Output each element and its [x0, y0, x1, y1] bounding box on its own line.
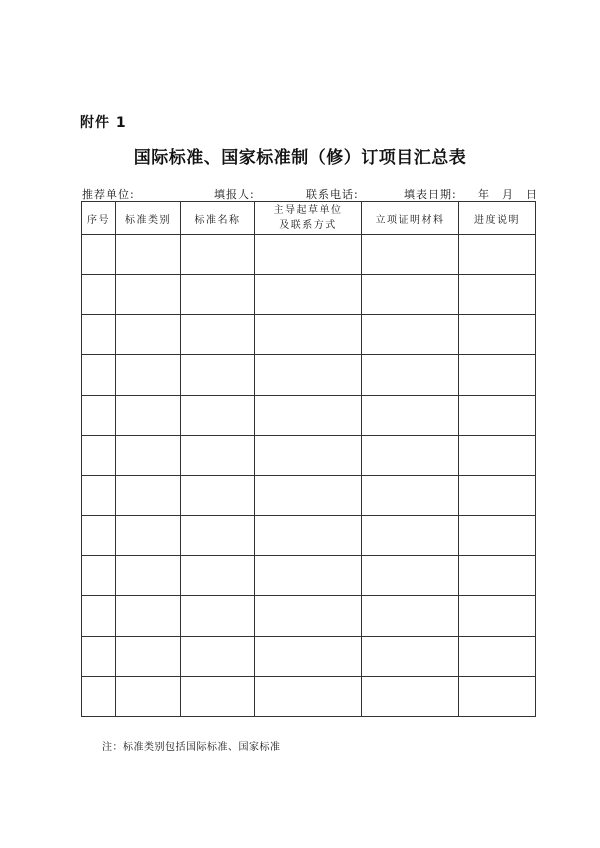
- cell-drafting-unit[interactable]: [255, 475, 362, 515]
- cell-standard-name[interactable]: [181, 315, 255, 355]
- page-title: 国际标准、国家标准制（修）订项目汇总表: [133, 148, 467, 168]
- cell-drafting-unit[interactable]: [255, 235, 362, 275]
- header-progress: 进度说明: [459, 202, 536, 235]
- cell-project-materials[interactable]: [362, 435, 459, 475]
- header-standard-name: 标准名称: [181, 202, 255, 235]
- date-day-label: 日: [526, 188, 538, 201]
- fill-date-label: 填表日期:: [404, 188, 457, 201]
- cell-standard-name[interactable]: [181, 676, 255, 716]
- cell-standard-name[interactable]: [181, 636, 255, 676]
- header-project-materials: 立项证明材料: [362, 202, 459, 235]
- cell-serial[interactable]: [82, 435, 116, 475]
- cell-standard-type[interactable]: [116, 676, 181, 716]
- table-row: [82, 676, 536, 716]
- header-drafting-unit: [255, 202, 362, 235]
- cell-progress[interactable]: [459, 636, 536, 676]
- cell-project-materials[interactable]: [362, 516, 459, 556]
- cell-standard-type[interactable]: [116, 435, 181, 475]
- table-row: [82, 516, 536, 556]
- cell-standard-type[interactable]: [116, 315, 181, 355]
- cell-drafting-unit[interactable]: [255, 355, 362, 395]
- cell-drafting-unit[interactable]: [255, 315, 362, 355]
- contact-phone-label: 联系电话:: [306, 188, 359, 201]
- cell-drafting-unit[interactable]: [255, 275, 362, 315]
- table-row: [82, 435, 536, 475]
- cell-serial[interactable]: [82, 636, 116, 676]
- attachment-label: 附件 1: [80, 115, 127, 131]
- footnote: 注：标准类别包括国际标准、国家标准: [102, 742, 281, 753]
- cell-progress[interactable]: [459, 676, 536, 716]
- table-row: [82, 315, 536, 355]
- cell-standard-type[interactable]: [116, 596, 181, 636]
- cell-project-materials[interactable]: [362, 235, 459, 275]
- cell-drafting-unit[interactable]: [255, 676, 362, 716]
- cell-project-materials[interactable]: [362, 556, 459, 596]
- cell-serial[interactable]: [82, 676, 116, 716]
- cell-progress[interactable]: [459, 596, 536, 636]
- cell-progress[interactable]: [459, 475, 536, 515]
- cell-drafting-unit[interactable]: [255, 636, 362, 676]
- cell-serial[interactable]: [82, 355, 116, 395]
- table-row: [82, 475, 536, 515]
- header-standard-type: 标准类别: [116, 202, 181, 235]
- cell-drafting-unit[interactable]: [255, 516, 362, 556]
- cell-progress[interactable]: [459, 395, 536, 435]
- cell-project-materials[interactable]: [362, 636, 459, 676]
- header-drafting-unit-line1: 主导起草单位: [273, 205, 343, 216]
- cell-standard-name[interactable]: [181, 475, 255, 515]
- table-row: [82, 556, 536, 596]
- table-row: [82, 596, 536, 636]
- cell-standard-name[interactable]: [181, 355, 255, 395]
- cell-standard-name[interactable]: [181, 435, 255, 475]
- table-body: [82, 235, 536, 717]
- cell-project-materials[interactable]: [362, 315, 459, 355]
- cell-serial[interactable]: [82, 235, 116, 275]
- cell-serial[interactable]: [82, 556, 116, 596]
- cell-standard-type[interactable]: [116, 235, 181, 275]
- cell-progress[interactable]: [459, 275, 536, 315]
- header-serial: 序号: [82, 202, 116, 235]
- cell-standard-name[interactable]: [181, 556, 255, 596]
- cell-standard-type[interactable]: [116, 355, 181, 395]
- recommending-unit-label: 推荐单位:: [82, 188, 135, 201]
- cell-standard-name[interactable]: [181, 516, 255, 556]
- table-header-row: [82, 202, 536, 235]
- cell-standard-name[interactable]: [181, 596, 255, 636]
- cell-serial[interactable]: [82, 516, 116, 556]
- cell-project-materials[interactable]: [362, 395, 459, 435]
- cell-standard-type[interactable]: [116, 556, 181, 596]
- table-row: [82, 235, 536, 275]
- cell-serial[interactable]: [82, 596, 116, 636]
- table-row: [82, 355, 536, 395]
- cell-project-materials[interactable]: [362, 475, 459, 515]
- cell-project-materials[interactable]: [362, 275, 459, 315]
- table-row: [82, 636, 536, 676]
- cell-standard-type[interactable]: [116, 475, 181, 515]
- cell-standard-name[interactable]: [181, 235, 255, 275]
- cell-progress[interactable]: [459, 435, 536, 475]
- cell-standard-name[interactable]: [181, 275, 255, 315]
- header-drafting-unit-line2: 及联系方式: [279, 220, 337, 231]
- cell-standard-type[interactable]: [116, 516, 181, 556]
- cell-serial[interactable]: [82, 475, 116, 515]
- cell-progress[interactable]: [459, 516, 536, 556]
- cell-serial[interactable]: [82, 275, 116, 315]
- cell-progress[interactable]: [459, 556, 536, 596]
- filled-by-label: 填报人:: [214, 188, 255, 201]
- cell-progress[interactable]: [459, 355, 536, 395]
- date-year-label: 年: [478, 188, 490, 201]
- cell-serial[interactable]: [82, 315, 116, 355]
- cell-project-materials[interactable]: [362, 355, 459, 395]
- cell-standard-name[interactable]: [181, 395, 255, 435]
- date-month-label: 月: [502, 188, 514, 201]
- table-row: [82, 275, 536, 315]
- summary-table: [81, 201, 536, 717]
- cell-drafting-unit[interactable]: [255, 435, 362, 475]
- cell-standard-type[interactable]: [116, 395, 181, 435]
- cell-serial[interactable]: [82, 395, 116, 435]
- cell-drafting-unit[interactable]: [255, 596, 362, 636]
- cell-project-materials[interactable]: [362, 596, 459, 636]
- table-row: [82, 395, 536, 435]
- cell-project-materials[interactable]: [362, 676, 459, 716]
- cell-drafting-unit[interactable]: [255, 556, 362, 596]
- cell-drafting-unit[interactable]: [255, 395, 362, 435]
- cell-standard-type[interactable]: [116, 275, 181, 315]
- cell-standard-type[interactable]: [116, 636, 181, 676]
- cell-progress[interactable]: [459, 315, 536, 355]
- cell-progress[interactable]: [459, 235, 536, 275]
